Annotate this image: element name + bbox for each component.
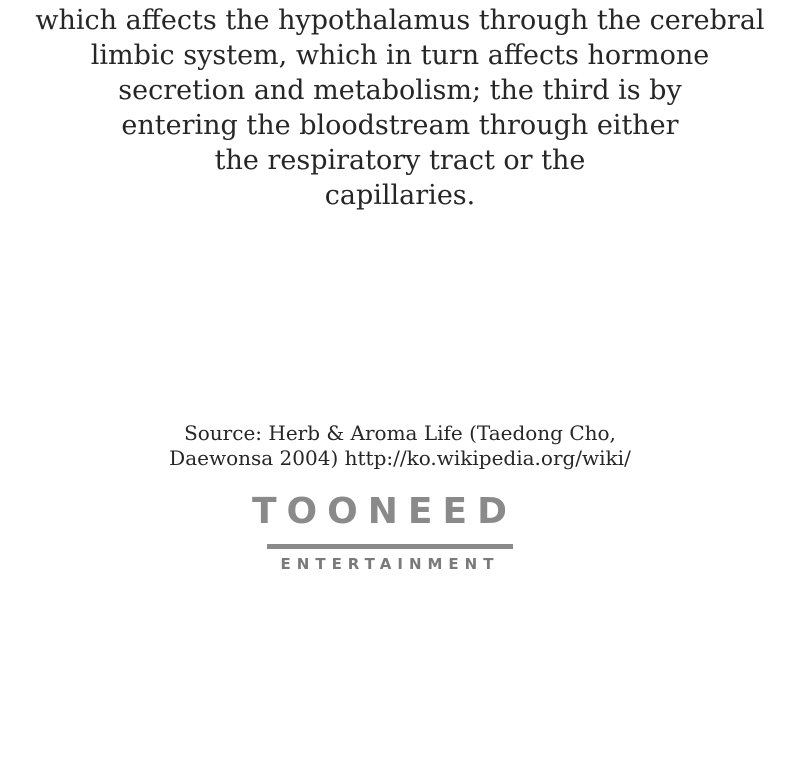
body-line: secretion and metabolism; the third is by: [118, 75, 682, 106]
source-line: Daewonsa 2004) http://ko.wikipedia.org/wiki/: [169, 446, 631, 470]
body-line: capillaries.: [324, 180, 476, 211]
body-line: the respiratory tract or the: [214, 145, 586, 176]
source-citation: [0, 421, 800, 471]
logo-divider: [267, 544, 513, 549]
body-line: entering the bloodstream through either: [121, 110, 679, 141]
logo-subtitle: ENTERTAINMENT: [280, 555, 500, 573]
logo-wordmark: TOONEED: [252, 491, 517, 532]
body-paragraph: [0, 3, 800, 213]
body-line: limbic system, which in turn affects hormone: [90, 40, 710, 71]
body-line: which affects the hypothalamus through the cerebral: [35, 5, 765, 36]
source-line: Source: Herb & Aroma Life (Taedong Cho,: [184, 421, 616, 445]
tooneed-logo: [252, 490, 528, 580]
